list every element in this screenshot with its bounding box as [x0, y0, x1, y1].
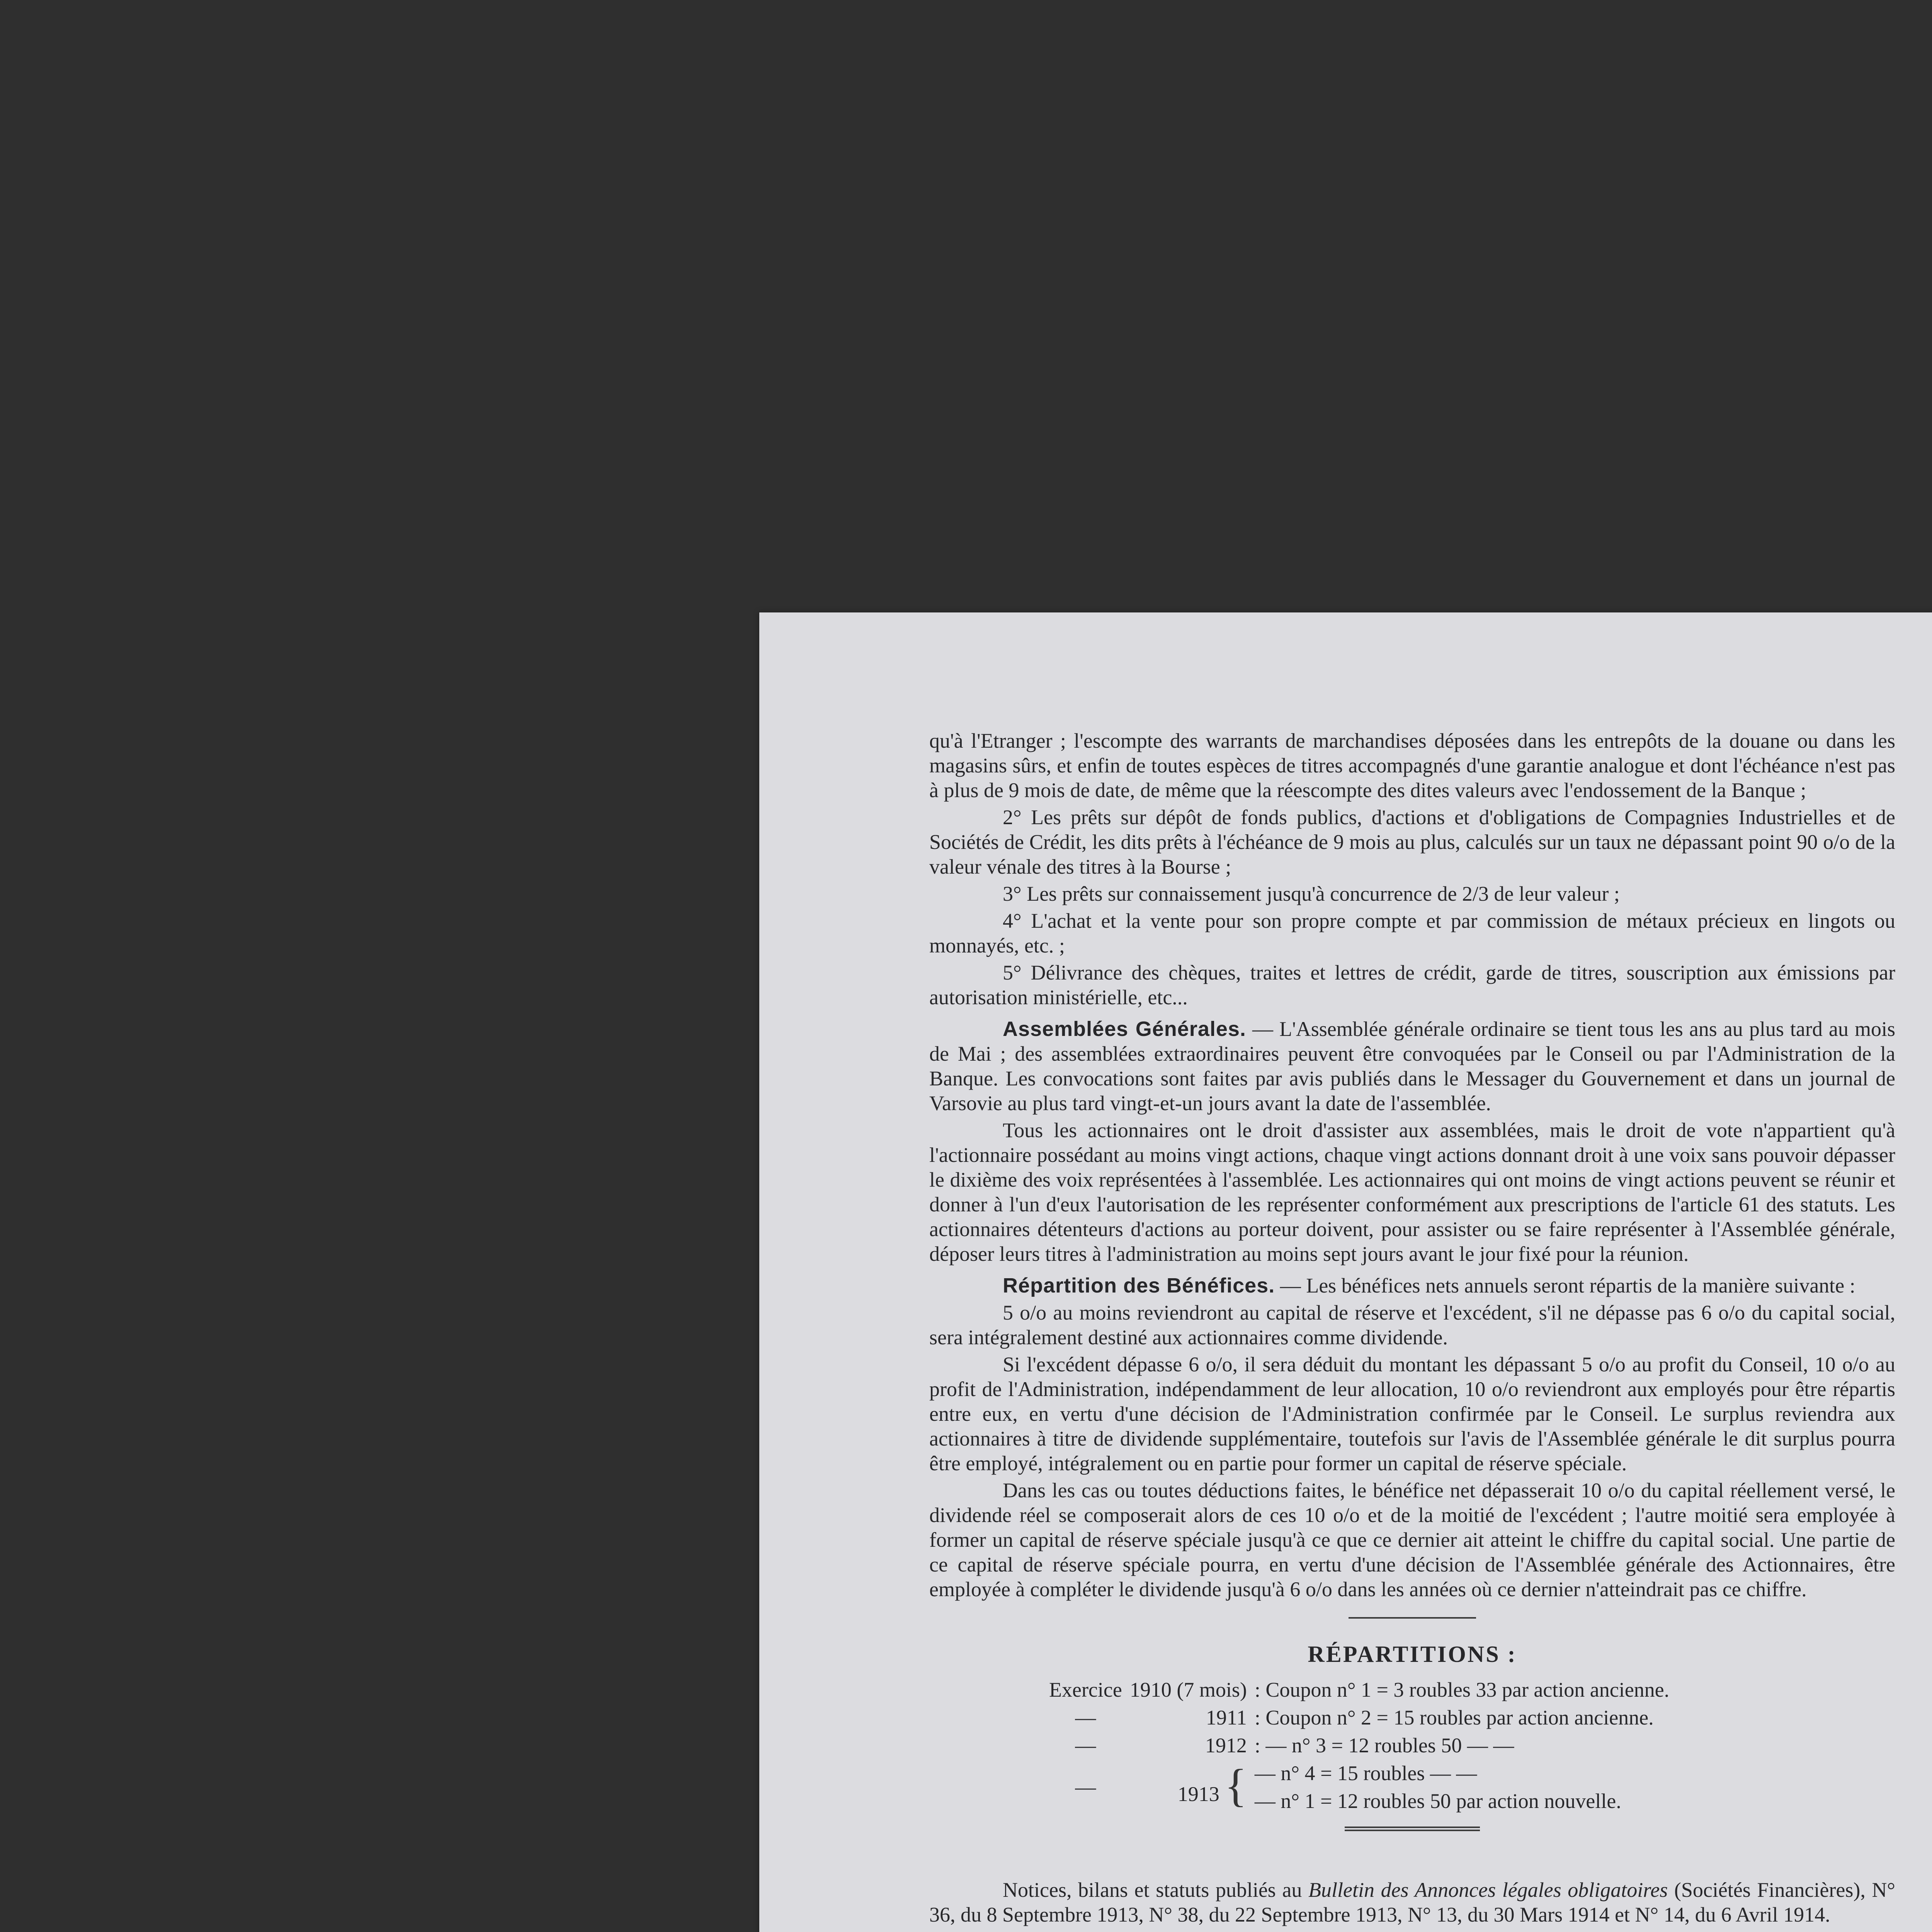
- intro-paragraph: qu'à l'Etranger ; l'escompte des warrants de marchandises déposées dans les entrepôts de la douane ou dans les magasins sûrs, et enfin de toutes espèces de titres accompagnés d'une garantie analogue et dont l'échéance n'est pas à plus de 9 mois de date, de même que la réescompte des dites valeurs avec l'endossement de la Banque ;: [929, 729, 1895, 802]
- table-cell: — n° 4 = 15 roubles — —: [1254, 1762, 1477, 1785]
- repartition-paragraph-3: Si l'excédent dépasse 6 o/o, il sera déduit du montant les dépassant 5 o/o au profit du Conseil, 10 o/o au profit de l'Administration, indépendamment de leur allocation, 10 o/o reviendront aux employés pour être répartis entre eux, en vertu d'une décision de l'Administration confirmée par le Conseil. Le surplus reviendra aux actionnaires à titre de dividende supplémentaire, toutefois sur l'avis de l'Assemblée générale le dit surplus pourra être employé, intégralement ou en partie pour former un capital de réserve spéciale.: [929, 1353, 1895, 1475]
- notice-text-before: Notices, bilans et statuts publiés au: [1003, 1878, 1308, 1901]
- table-cell: [1126, 1759, 1251, 1815]
- table-cell: : Coupon n° 2 = 15 roubles par action ancienne.: [1254, 1706, 1654, 1729]
- document-page: [759, 612, 1932, 1932]
- repartitions-table: [1045, 1676, 1673, 1815]
- table-cell: Exercice: [1049, 1678, 1122, 1701]
- page-content: [929, 728, 1895, 1929]
- list-item-2: 2° Les prêts sur dépôt de fonds publics, d'actions et d'obligations de Compagnies Industrielles et de Sociétés de Crédit, les dits prêts à l'échéance de 9 mois au plus, calculés sur un taux ne dépassant point 90 o/o de la valeur vénale des titres à la Bourse ;: [929, 806, 1895, 878]
- table-cell: — n° 1 = 12 roubles 50 par action nouvelle.: [1254, 1789, 1621, 1813]
- table-row: [1045, 1759, 1673, 1787]
- list-item-4: 4° L'achat et la vente pour son propre compte et par commission de métaux précieux en lingots ou monnayés, etc. ;: [929, 909, 1895, 957]
- repartitions-title: RÉPARTITIONS :: [1308, 1641, 1517, 1667]
- list-item-3: 3° Les prêts sur connaissement jusqu'à concurrence de 2/3 de leur valeur ;: [1003, 882, 1620, 905]
- list-item-5: 5° Délivrance des chèques, traites et lettres de crédit, garde de titres, souscription aux émissions par autorisation ministérielle, etc...: [929, 961, 1895, 1009]
- assemblees-paragraph-2: Tous les actionnaires ont le droit d'assister aux assemblées, mais le droit de vote n'appartient qu'à l'actionnaire possédant au moins vingt actions, chaque vingt actions donnant droit à une voix sans pouvoir dépasser le dixième des voix représentées à l'assemblée. Les actionnaires qui ont moins de vingt actions peuvent se réunir et donner à l'un d'eux l'autorisation de les représenter conformément aux prescriptions de l'article 61 des statuts. Les actionnaires détenteurs d'actions au porteur doivent, pour assister ou se faire représenter à l'Assemblée générale, déposer leurs titres à l'administration au moins sept jours avant le jour fixé pour la réunion.: [929, 1119, 1895, 1265]
- table-cell: 1912: [1205, 1734, 1247, 1757]
- section-divider: [1349, 1617, 1476, 1619]
- repartition-paragraph-4: Dans les cas ou toutes déductions faites, le bénéfice net dépasserait 10 o/o du capital réellement versé, le dividende réel se composerait alors de ces 10 o/o et de la moitié de l'excédent ; l'autre moitié sera employée à former un capital de réserve spéciale jusqu'à ce que ce dernier ait atteint le chiffre du capital social. Une partie de ce capital de réserve spéciale pourra, en vertu d'une décision de l'Assemblée générale des Actionnaires, être employée à compléter le dividende jusqu'à 6 o/o dans les années où ce dernier n'atteindrait pas ce chiffre.: [929, 1479, 1895, 1601]
- table-cell: : Coupon n° 1 = 3 roubles 33 par action ancienne.: [1254, 1678, 1670, 1701]
- repartition-paragraph-2: 5 o/o au moins reviendront au capital de réserve et l'excédent, s'il ne dépasse pas 6 o/o du capital social, sera intégralement destiné aux actionnaires comme dividende.: [929, 1301, 1895, 1349]
- table-cell: 1910 (7 mois): [1129, 1678, 1247, 1701]
- assemblees-heading: Assemblées Générales.: [1003, 1017, 1246, 1041]
- table-row: [1045, 1731, 1673, 1759]
- table-cell: 1911: [1206, 1706, 1247, 1729]
- brace-icon: {: [1225, 1760, 1247, 1811]
- repartition-text: — Les bénéfices nets annuels seront répartis de la manière suivante :: [1275, 1274, 1855, 1297]
- double-divider: [1345, 1827, 1480, 1831]
- notice-text-after: (Sociétés Financières), N° 36, du 8 Septembre 1913, N° 38, du 22 Septembre 1913, N° 13, du 30 Mars 1914 et N° 14, du 6 Avril 1914.: [929, 1878, 1896, 1926]
- table-cell: —: [1075, 1734, 1096, 1757]
- table-cell: —: [1075, 1776, 1096, 1799]
- notice-bulletin-title: Bulletin des Annonces légales obligatoires: [1308, 1878, 1668, 1901]
- repartition-paragraph: [929, 1273, 1895, 1298]
- year-label: 1913: [1177, 1782, 1219, 1806]
- notice-paragraph: [929, 1878, 1895, 1927]
- table-cell: : — n° 3 = 12 roubles 50 — —: [1254, 1734, 1514, 1757]
- table-row: [1045, 1704, 1673, 1731]
- table-cell: —: [1075, 1706, 1096, 1729]
- repartition-heading: Répartition des Bénéfices.: [1003, 1274, 1275, 1297]
- assemblees-text: — L'Assemblée générale ordinaire se tient tous les ans au plus tard au mois de Mai ; des assemblées extraordinaires peuvent être convoquées par le Conseil ou par l'Administration de la Banque. Les convocations sont faites par avis publiés dans le Messager du Gouvernement et dans un journal de Varsovie au plus tard vingt-et-un jours avant la date de l'assemblée.: [929, 1017, 1895, 1115]
- assemblees-paragraph: [929, 1017, 1895, 1116]
- table-row: [1045, 1676, 1673, 1704]
